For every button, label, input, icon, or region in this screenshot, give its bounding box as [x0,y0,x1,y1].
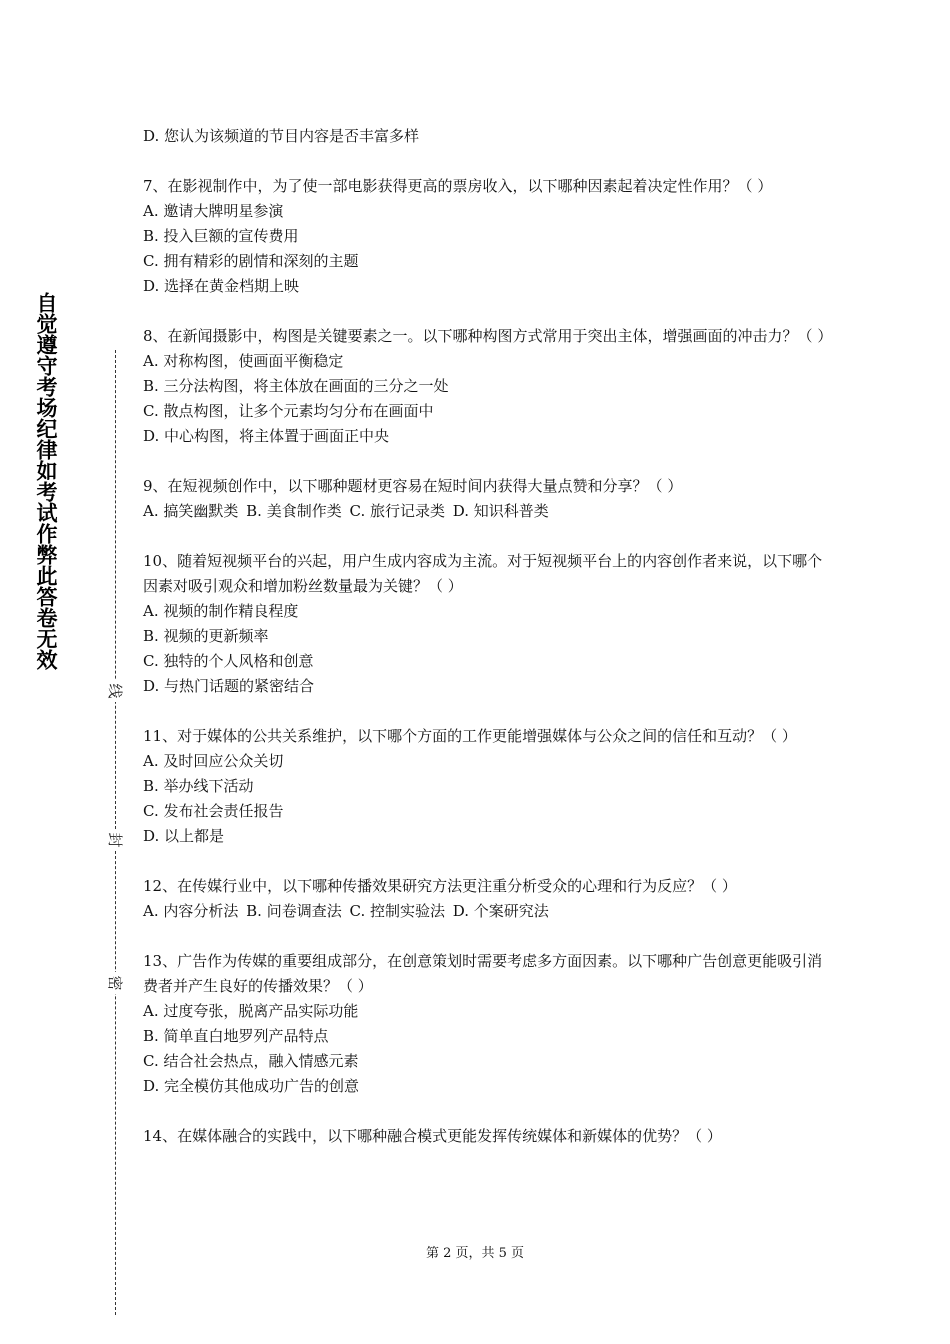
question-text: 11、对于媒体的公共关系维护，以下哪个方面的工作更能增强媒体与公众之间的信任和互动？（ ） [143,727,797,745]
question-9 [143,474,833,524]
question-option: D. 个案研究法 [452,902,549,920]
question-13 [143,949,833,1099]
question-8 [143,324,833,449]
exam-rule-warning: 自觉遵守考场纪律如考试作弊此答卷无效 [34,292,58,670]
question-option: C. 散点构图，让多个元素均匀分布在画面中 [143,402,434,420]
question-option: A. 内容分析法 [143,902,239,920]
question-7 [143,174,833,299]
question-option: B. 举办线下活动 [143,777,254,795]
question-text: 13、广告作为传媒的重要组成部分，在创意策划时需要考虑多方面因素。以下哪种广告创意更能吸引消费者并产生良好的传播效果？（ ） [143,952,823,995]
binding-char-mi: 密 [104,972,126,994]
question-12 [143,874,833,924]
question-options-inline [143,899,833,924]
question-6-tail [143,124,833,149]
question-option: D. 与热门话题的紧密结合 [143,677,315,695]
question-option: B. 问卷调查法 [246,902,342,920]
question-option: C. 拥有精彩的剧情和深刻的主题 [143,252,359,270]
question-10 [143,549,833,699]
binding-char-feng: 封 [104,829,126,851]
question-option: D. 知识科普类 [452,502,549,520]
question-11 [143,724,833,849]
question-14 [143,1124,833,1149]
question-text: 14、在媒体融合的实践中，以下哪种融合模式更能发挥传统媒体和新媒体的优势？（ ） [143,1127,722,1145]
question-text: 7、在影视制作中，为了使一部电影获得更高的票房收入，以下哪种因素起着决定性作用？（ ） [143,177,773,195]
question-option: C. 独特的个人风格和创意 [143,652,314,670]
question-option: A. 及时回应公众关切 [143,752,284,770]
question-option: C. 控制实验法 [349,902,445,920]
question-option: D. 中心构图，将主体置于画面正中央 [143,427,390,445]
question-option: B. 简单直白地罗列产品特点 [143,1027,329,1045]
question-option: B. 美食制作类 [246,502,342,520]
question-option: B. 视频的更新频率 [143,627,269,645]
question-text: 12、在传媒行业中，以下哪种传播效果研究方法更注重分析受众的心理和行为反应？（ ） [143,877,737,895]
question-text: 8、在新闻摄影中，构图是关键要素之一。以下哪种构图方式常用于突出主体，增强画面的冲击力？（ ） [143,327,833,345]
question-option: B. 投入巨额的宣传费用 [143,227,299,245]
question-text: 10、随着短视频平台的兴起，用户生成内容成为主流。对于短视频平台上的内容创作者来说，以下哪个因素对吸引观众和增加粉丝数量最为关键？（ ） [143,552,823,595]
question-option: D. 完全模仿其他成功广告的创意 [143,1077,360,1095]
question-option: C. 发布社会责任报告 [143,802,284,820]
question-list [143,124,833,1149]
question-options-inline [143,499,833,524]
page-number-footer: 第 2 页，共 5 页 [425,1246,525,1261]
question-option: C. 结合社会热点，融入情感元素 [143,1052,359,1070]
question-option: A. 邀请大牌明星参演 [143,202,284,220]
question-option: B. 三分法构图，将主体放在画面的三分之一处 [143,377,449,395]
question-option: A. 视频的制作精良程度 [143,602,299,620]
question-option: A. 搞笑幽默类 [143,502,239,520]
question-option: A. 对称构图，使画面平衡稳定 [143,352,344,370]
question-option: D. 您认为该频道的节目内容是否丰富多样 [143,127,420,145]
question-text: 9、在短视频创作中，以下哪种题材更容易在短时间内获得大量点赞和分享？（ ） [143,477,683,495]
binding-char-xian: 线 [104,680,126,702]
question-option: D. 以上都是 [143,827,225,845]
question-option: D. 选择在黄金档期上映 [143,277,300,295]
question-option: C. 旅行记录类 [349,502,445,520]
question-option: A. 过度夸张，脱离产品实际功能 [143,1002,359,1020]
